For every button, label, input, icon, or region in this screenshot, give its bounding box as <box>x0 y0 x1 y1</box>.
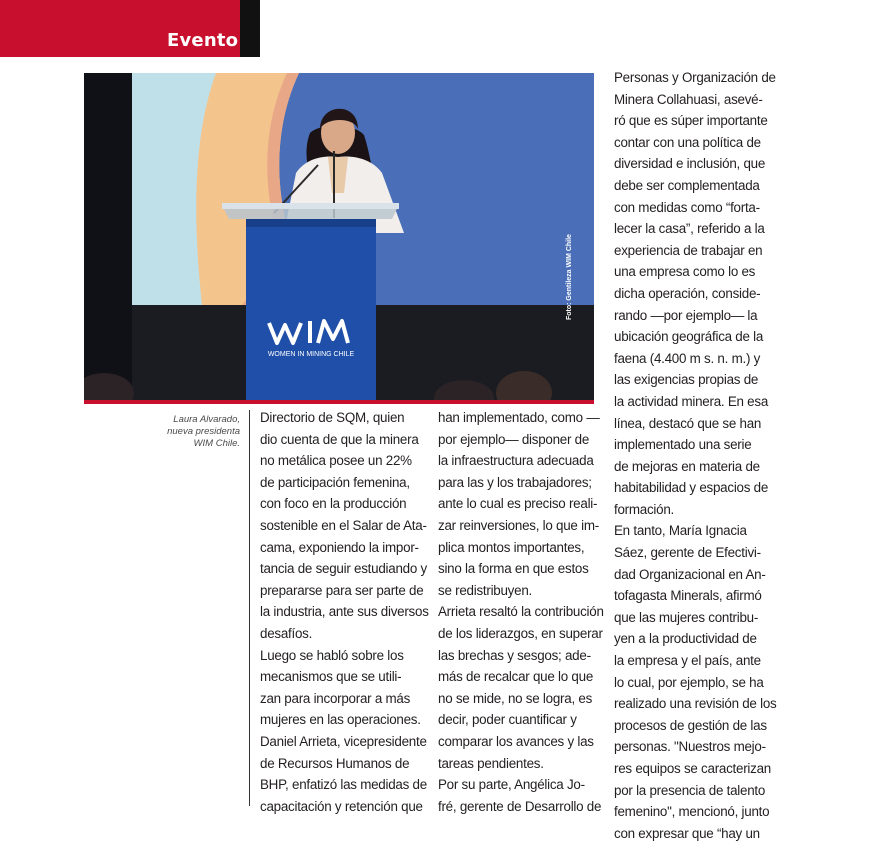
text-line: para las y los trabajadores; <box>438 474 592 490</box>
article-paragraph <box>438 601 604 774</box>
event-photo <box>84 73 594 400</box>
text-line: con expresar que “hay un <box>614 825 760 841</box>
caption-line: nueva presidenta <box>167 426 240 437</box>
text-line: BHP, enfatizó las medidas de <box>260 777 427 793</box>
text-line: de Recursos Humanos de <box>260 755 410 771</box>
text-line: Luego se habló sobre los <box>260 647 404 663</box>
text-line: con foco en la producción <box>260 496 407 512</box>
text-line: ubicación geográfica de la <box>614 329 764 345</box>
text-line: decir, poder cuantificar y <box>438 712 577 728</box>
text-line: dicha operación, conside- <box>614 285 761 301</box>
text-line: la infraestructura adecuada <box>438 453 594 469</box>
text-line: formación. <box>614 501 675 517</box>
text-line: mujeres en las operaciones. <box>260 712 421 728</box>
text-line: las brechas y sesgos; ade- <box>438 647 591 663</box>
text-line: ante lo cual es preciso reali- <box>438 496 598 512</box>
text-line: realizado una revisión de los <box>614 696 777 712</box>
text-line: se redistribuyen. <box>438 582 532 598</box>
article-paragraph <box>614 520 777 844</box>
text-line: no se mide, no se logra, es <box>438 690 593 706</box>
text-line: con medidas como “forta- <box>614 199 760 215</box>
photo-rule <box>84 400 594 404</box>
text-line: lecer la casa”, referido a la <box>614 221 765 237</box>
article-column-3 <box>614 67 777 844</box>
text-line: la actividad minera. En esa <box>614 393 769 409</box>
text-line: mecanismos que se utili- <box>260 669 402 685</box>
text-line: Directorio de SQM, quien <box>260 410 405 425</box>
text-line: desafíos. <box>260 625 313 641</box>
text-line: rando —por ejemplo— la <box>614 307 758 323</box>
text-line: por la presencia de talento <box>614 782 766 798</box>
article-paragraph <box>438 774 602 817</box>
photo-credit: Foto: Gentileza WIM Chile <box>566 234 573 320</box>
article-column-2 <box>438 407 604 817</box>
column-rule <box>249 410 250 806</box>
text-line: Personas y Organización de <box>614 70 776 85</box>
section-header-edge <box>240 0 260 57</box>
text-line: tancia de seguir estudiando y <box>260 561 427 577</box>
text-line: han implementado, como — <box>438 410 600 425</box>
article-paragraph <box>260 645 427 818</box>
text-line: las exigencias propias de <box>614 372 759 388</box>
text-line: sostenible en el Salar de Ata- <box>260 517 427 533</box>
text-line: una empresa como lo es <box>614 264 756 280</box>
text-line: En tanto, María Ignacia <box>614 523 747 539</box>
text-line: lo cual, por ejemplo, se ha <box>614 674 764 690</box>
text-line: dad Organizacional en An- <box>614 566 766 582</box>
text-line: por ejemplo— disponer de <box>438 431 590 447</box>
text-line: debe ser complementada <box>614 177 760 193</box>
text-line: personas. "Nuestros mejo- <box>614 739 766 755</box>
text-line: zan para incorporar a más <box>260 690 411 706</box>
text-line: plica montos importantes, <box>438 539 585 555</box>
text-line: dio cuenta de que la minera <box>260 431 419 447</box>
text-line: procesos de gestión de las <box>614 717 767 733</box>
text-line: Arrieta resaltó la contribución <box>438 604 604 620</box>
text-line: la industria, ante sus diversos <box>260 604 429 620</box>
text-line: diversidad e inclusión, que <box>614 156 766 172</box>
text-line: yen a la productividad de <box>614 631 757 647</box>
text-line: capacitación y retención que <box>260 798 423 814</box>
text-line: que las mujeres contribu- <box>614 609 759 625</box>
text-line: comparar los avances y las <box>438 733 594 749</box>
text-line: más de recalcar que lo que <box>438 669 594 685</box>
text-line: faena (4.400 m s. n. m.) y <box>614 350 761 366</box>
text-line: implementado una serie <box>614 437 752 453</box>
text-line: Minera Collahuasi, asevé- <box>614 91 763 107</box>
article-paragraph <box>260 407 429 645</box>
article-paragraph <box>614 67 774 520</box>
text-line: prepararse para ser parte de <box>260 582 424 598</box>
text-line: la empresa y el país, ante <box>614 653 761 669</box>
text-line: no metálica posee un 22% <box>260 453 412 469</box>
photo-caption <box>150 414 240 450</box>
text-line: experiencia de trabajar en <box>614 242 763 258</box>
text-line: cama, exponiendo la impor- <box>260 539 419 555</box>
text-line: de mejoras en materia de <box>614 458 760 474</box>
text-line: contar con una política de <box>614 134 761 150</box>
text-line: res equipos se caracterizan <box>614 761 771 776</box>
caption-line: WIM Chile. <box>193 438 240 449</box>
podium-text: WOMEN IN MINING CHILE <box>267 351 355 358</box>
article-paragraph <box>438 407 600 601</box>
text-line: fré, gerente de Desarrollo de <box>438 798 602 814</box>
text-line: línea, destacó que se han <box>614 415 762 431</box>
section-label: Evento <box>167 30 239 51</box>
text-line: Daniel Arrieta, vicepresidente <box>260 733 427 749</box>
text-line: Sáez, gerente de Efectivi- <box>614 545 761 561</box>
text-line: femenino", mencionó, junto <box>614 804 770 820</box>
text-line: tofagasta Minerals, afirmó <box>614 588 762 604</box>
text-line: de los liderazgos, en superar <box>438 625 603 641</box>
article-column-1 <box>260 407 429 817</box>
text-line: de participación femenina, <box>260 474 410 490</box>
text-line: sino la forma en que estos <box>438 561 589 577</box>
text-line: zar reinversiones, lo que im- <box>438 517 599 533</box>
text-line: Por su parte, Angélica Jo- <box>438 777 585 793</box>
caption-line: Laura Alvarado, <box>173 414 240 425</box>
text-line: tareas pendientes. <box>438 755 544 771</box>
text-line: habitabilidad y espacios de <box>614 480 769 496</box>
text-line: ró que es súper importante <box>614 113 768 129</box>
